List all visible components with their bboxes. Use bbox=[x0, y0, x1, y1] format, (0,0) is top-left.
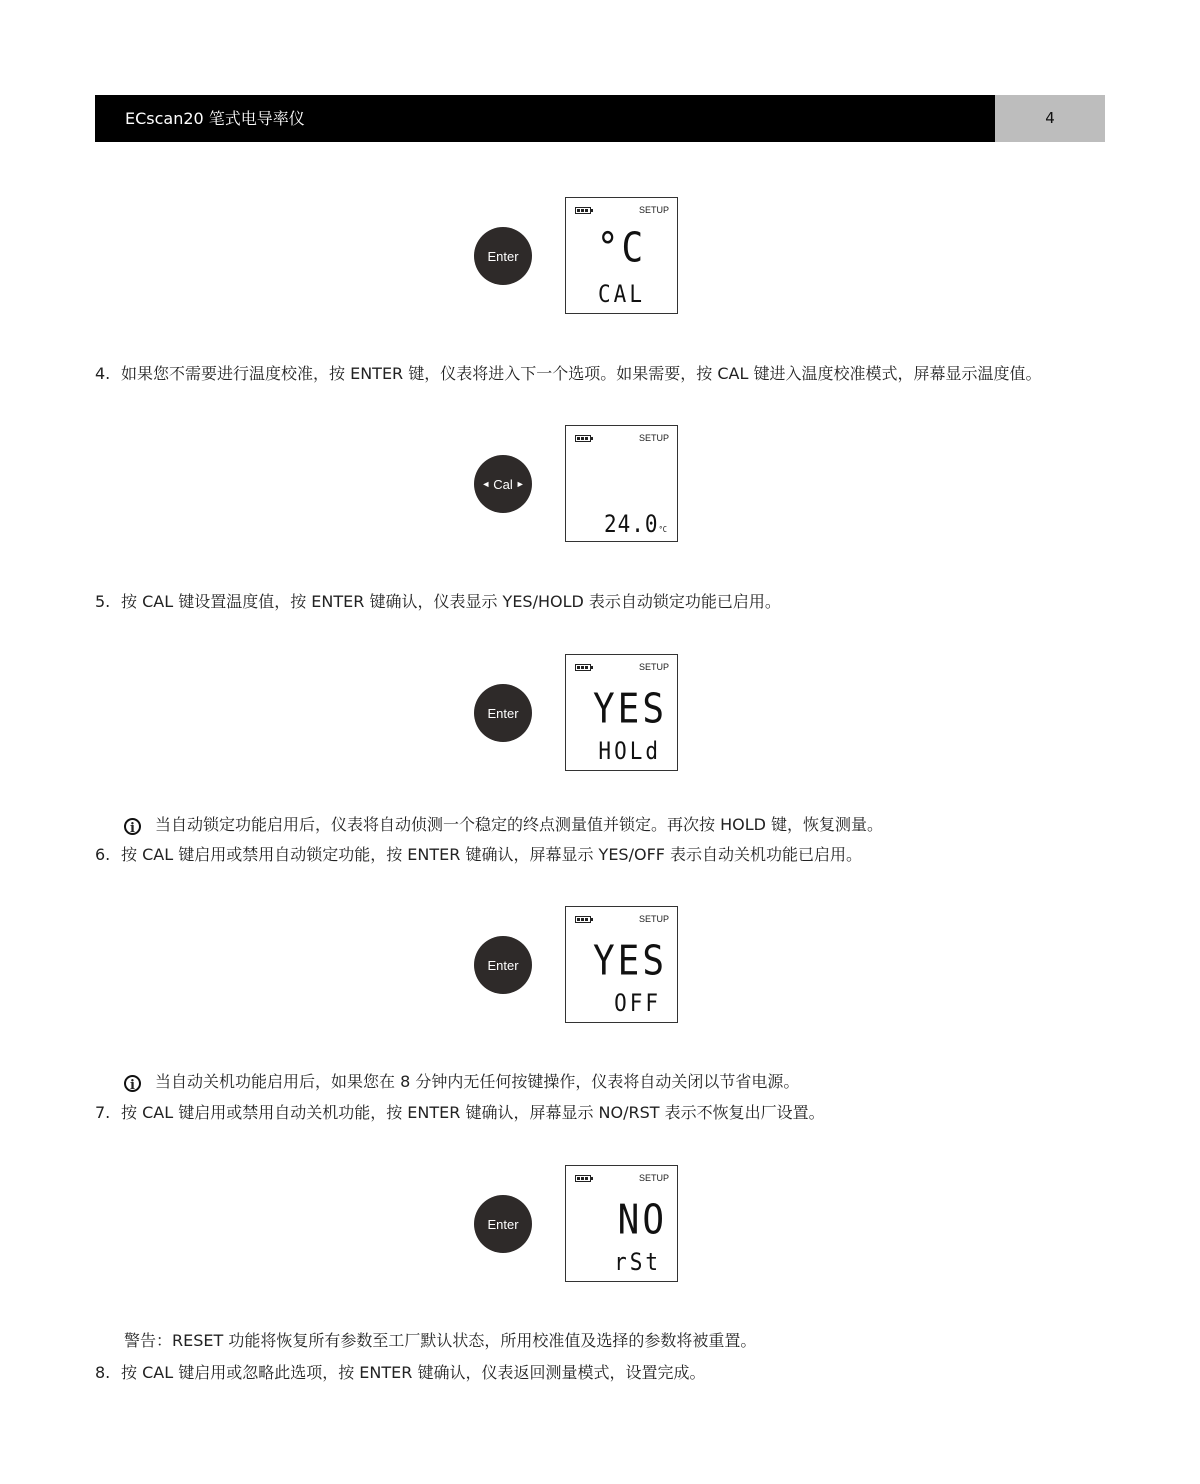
right-arrow-icon: ► bbox=[515, 479, 525, 489]
step-item bbox=[95, 1363, 705, 1383]
cal-key-label: Cal bbox=[493, 476, 513, 492]
setup-indicator: SETUP bbox=[638, 433, 669, 443]
battery-icon bbox=[575, 664, 591, 671]
step-number: 8. bbox=[95, 1363, 111, 1382]
lcd-display bbox=[565, 1165, 678, 1282]
setup-indicator: SETUP bbox=[638, 205, 669, 215]
figure-temp-value bbox=[0, 425, 1200, 545]
lcd-top-readout: NO bbox=[617, 1196, 667, 1245]
left-arrow-icon: ◄ bbox=[481, 479, 491, 489]
document-title: ECscan20 笔式电导率仪 bbox=[125, 109, 305, 128]
lcd-top-readout: YES bbox=[592, 685, 667, 734]
battery-icon bbox=[575, 916, 591, 923]
enter-key bbox=[474, 684, 532, 742]
lcd-bottom-readout: CAL bbox=[598, 280, 645, 308]
step-text: 按 CAL 键启用或忽略此选项，按 ENTER 键确认，仪表返回测量模式，设置完成。 bbox=[121, 1363, 706, 1382]
temperature-unit: °C bbox=[658, 525, 667, 535]
lcd-display bbox=[565, 906, 678, 1023]
step-item bbox=[95, 845, 862, 865]
step-number: 4. bbox=[95, 364, 111, 383]
battery-icon bbox=[575, 1175, 591, 1182]
info-note bbox=[124, 1072, 799, 1092]
enter-key-label: Enter bbox=[487, 248, 519, 264]
enter-key bbox=[474, 227, 532, 285]
step-item bbox=[95, 364, 1041, 384]
lcd-bottom-readout: rSt bbox=[614, 1248, 661, 1276]
warning-text: 警告：RESET 功能将恢复所有参数至工厂默认状态，所用校准值及选择的参数将被重置。 bbox=[124, 1331, 757, 1350]
enter-key-label: Enter bbox=[487, 957, 519, 973]
cal-key bbox=[474, 455, 532, 513]
info-icon: i bbox=[124, 818, 141, 835]
figure-yes-off bbox=[0, 906, 1200, 1026]
step-text: 按 CAL 键启用或禁用自动关机功能，按 ENTER 键确认，屏幕显示 NO/RST 表示不恢复出厂设置。 bbox=[121, 1103, 825, 1122]
setup-indicator: SETUP bbox=[638, 662, 669, 672]
info-note bbox=[124, 815, 883, 835]
battery-icon bbox=[575, 207, 591, 214]
step-number: 6. bbox=[95, 845, 111, 864]
figure-no-rst bbox=[0, 1165, 1200, 1285]
step-number: 5. bbox=[95, 592, 111, 611]
lcd-bottom-readout: HOLd bbox=[598, 737, 661, 765]
lcd-top-readout: YES bbox=[592, 937, 667, 986]
step-item bbox=[95, 592, 781, 612]
figure-temp-cal bbox=[0, 197, 1200, 317]
enter-key-label: Enter bbox=[487, 1216, 519, 1232]
step-text: 如果您不需要进行温度校准，按 ENTER 键，仪表将进入下一个选项。如果需要，按 CAL 键进入温度校准模式，屏幕显示温度值。 bbox=[121, 364, 1042, 383]
setup-indicator: SETUP bbox=[638, 914, 669, 924]
step-text: 按 CAL 键设置温度值，按 ENTER 键确认，仪表显示 YES/HOLD 表示自动锁定功能已启用。 bbox=[121, 592, 781, 611]
setup-indicator: SETUP bbox=[638, 1173, 669, 1183]
lcd-bottom-readout bbox=[604, 510, 667, 538]
page-header bbox=[95, 95, 995, 142]
lcd-display bbox=[565, 197, 678, 314]
note-text: 当自动锁定功能启用后，仪表将自动侦测一个稳定的终点测量值并锁定。再次按 HOLD 键，恢复测量。 bbox=[155, 815, 884, 834]
lcd-display bbox=[565, 654, 678, 771]
enter-key-label: Enter bbox=[487, 705, 519, 721]
lcd-bottom-readout: OFF bbox=[614, 989, 661, 1017]
lcd-top-readout: °C bbox=[596, 224, 647, 273]
page-number: 4 bbox=[995, 95, 1105, 142]
info-icon: i bbox=[124, 1075, 141, 1092]
step-number: 7. bbox=[95, 1103, 111, 1122]
enter-key bbox=[474, 936, 532, 994]
step-text: 按 CAL 键启用或禁用自动锁定功能，按 ENTER 键确认，屏幕显示 YES/OFF 表示自动关机功能已启用。 bbox=[121, 845, 863, 864]
step-item bbox=[95, 1103, 825, 1123]
lcd-display bbox=[565, 425, 678, 542]
battery-icon bbox=[575, 435, 591, 442]
figure-yes-hold bbox=[0, 654, 1200, 774]
enter-key bbox=[474, 1195, 532, 1253]
note-text: 当自动关机功能启用后，如果您在 8 分钟内无任何按键操作，仪表将自动关闭以节省电源。 bbox=[155, 1072, 800, 1091]
temperature-value: 24.0 bbox=[603, 510, 659, 538]
